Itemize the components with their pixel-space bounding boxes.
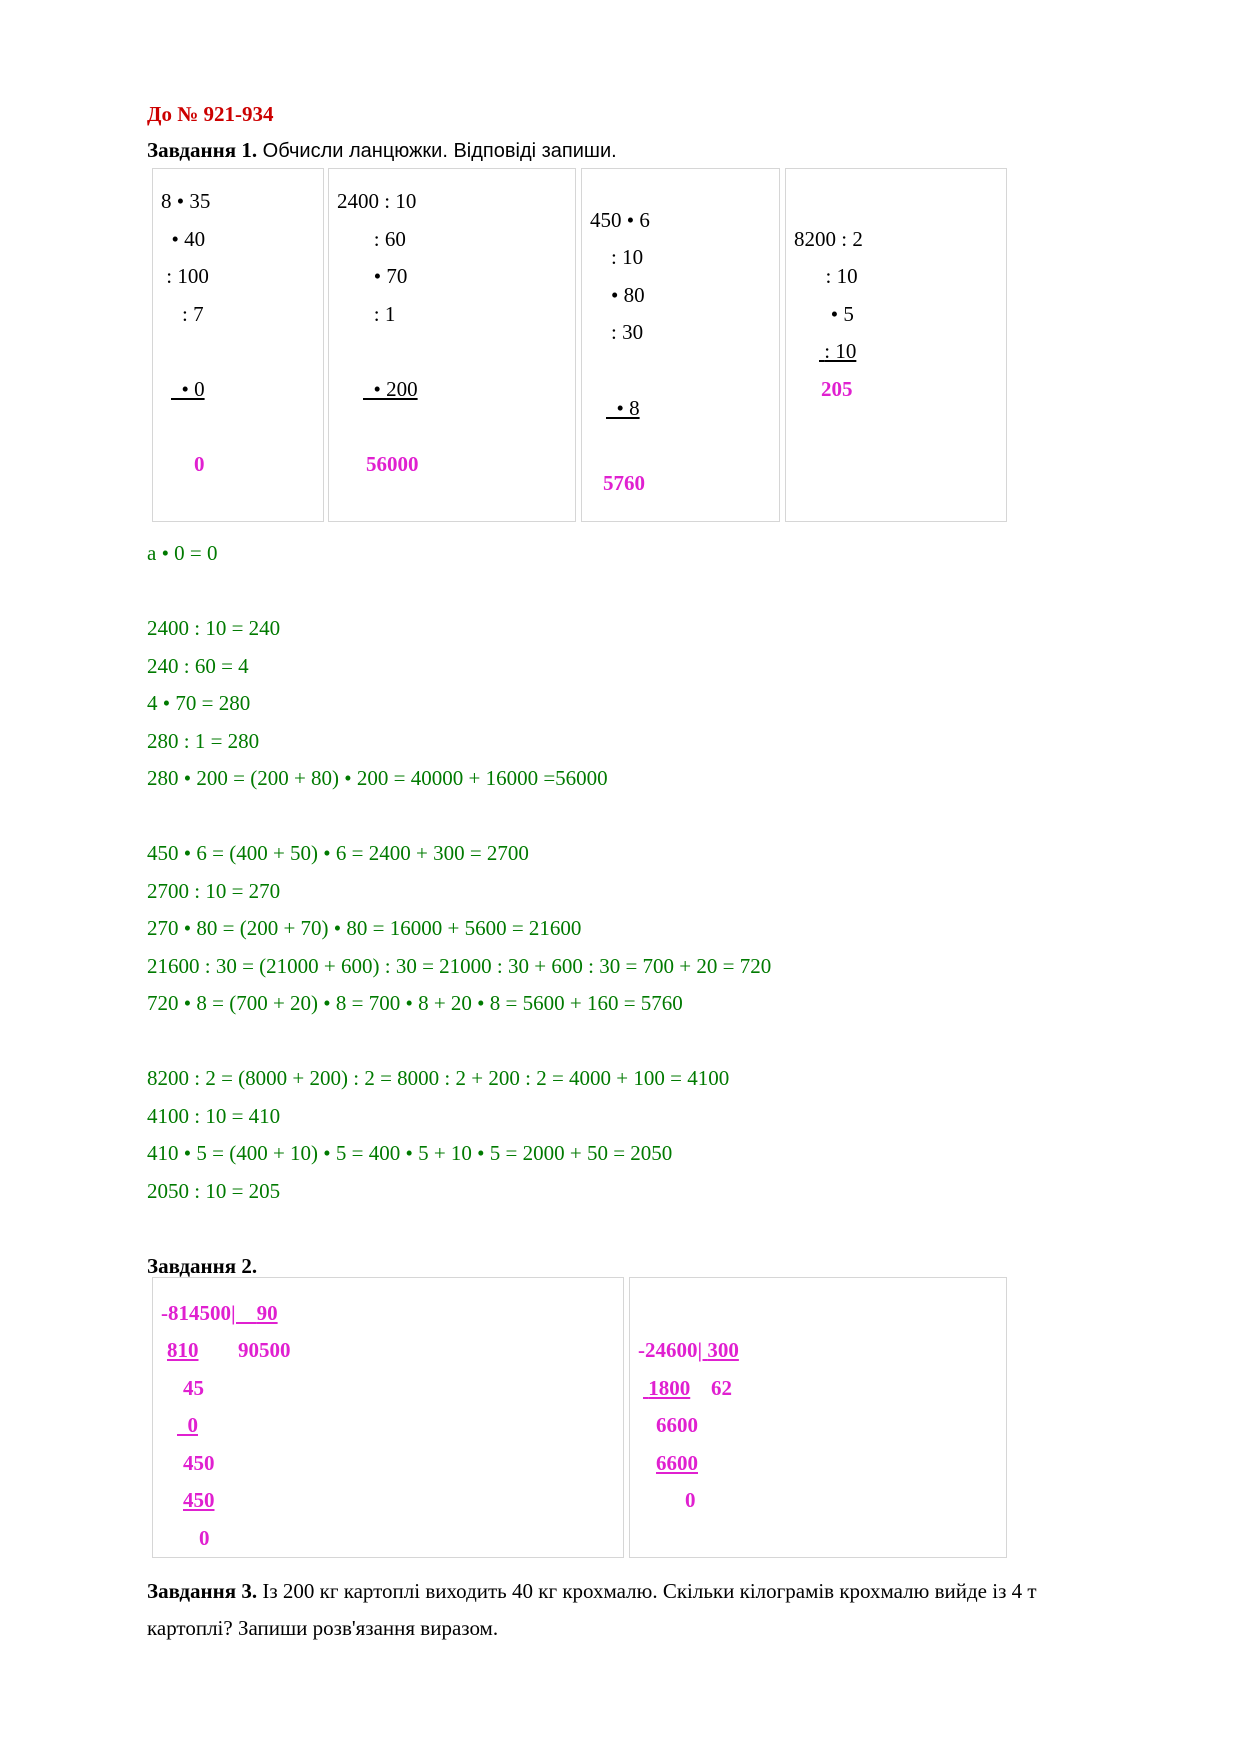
task1-instruction: Обчисли ланцюжки. Відповіді запиши.	[257, 140, 617, 162]
chain2-line2: : 60	[337, 227, 406, 251]
division1-step: 45	[183, 1376, 204, 1400]
solution-line: 450 • 6 = (400 + 50) • 6 = 2400 + 300 = 2700	[147, 841, 529, 865]
chain3-line3: • 80	[590, 283, 645, 307]
task3-line1	[147, 1579, 1037, 1604]
division1-header	[161, 1301, 278, 1326]
solution-line: 720 • 8 = (700 + 20) • 8 = 700 • 8 + 20 • 8 = 5600 + 160 = 5760	[147, 991, 683, 1015]
chain3-line1: 450 • 6	[590, 208, 650, 232]
chain-box-2	[328, 168, 576, 522]
solution-line: 280 : 1 = 280	[147, 729, 260, 753]
division2-step: 0	[685, 1488, 696, 1512]
division-box-2	[629, 1277, 1007, 1558]
chain4-line2: : 10	[794, 264, 858, 288]
chain1-last-op: • 0	[181, 377, 205, 401]
division2-quotient: 62	[711, 1376, 732, 1400]
division2-step: 1800	[648, 1376, 691, 1400]
task1-label: Завдання 1.	[147, 138, 258, 162]
division1-step: 0	[199, 1526, 210, 1550]
chain3-answer: 5760	[603, 471, 645, 495]
chain-box-4	[785, 168, 1007, 522]
division-box-1	[152, 1277, 624, 1558]
task3-text: Із 200 кг картоплі виходить 40 кг крохмалю. Скільки кілограмів крохмалю вийде із 4 т	[257, 1579, 1037, 1603]
task3-label: Завдання 3.	[147, 1579, 258, 1603]
chain1-line1: 8 • 35	[161, 189, 211, 213]
solution-line: 4 • 70 = 280	[147, 691, 251, 715]
solution-line: 21600 : 30 = (21000 + 600) : 30 = 21000 : 30 + 600 : 30 = 700 + 20 = 720	[147, 954, 772, 978]
chain-box-1	[152, 168, 324, 522]
division1-step: 810	[167, 1338, 199, 1362]
solution-line: 240 : 60 = 4	[147, 654, 249, 678]
page-heading: До № 921-934	[147, 102, 274, 126]
chain1-line2: • 40	[161, 227, 206, 251]
division2-step: 6600	[656, 1451, 698, 1475]
division1-quotient: 90500	[238, 1338, 291, 1362]
division2-step: 6600	[656, 1413, 698, 1437]
task1-title	[147, 138, 617, 163]
division2-divisor: | 300	[697, 1338, 739, 1362]
chain3-last-op: • 8	[616, 396, 640, 420]
chain2-line4: : 1	[337, 302, 396, 326]
chain1-line4: : 7	[161, 302, 204, 326]
solution-line: 2700 : 10 = 270	[147, 879, 281, 903]
division1-divisor: | 90	[231, 1301, 278, 1325]
chain3-line4: : 30	[590, 320, 644, 344]
solution-line: a • 0 = 0	[147, 541, 218, 565]
chain-box-3	[581, 168, 780, 522]
solution-line: 2050 : 10 = 205	[147, 1179, 281, 1203]
chain3-line2: : 10	[590, 245, 644, 269]
solution-line: 4100 : 10 = 410	[147, 1104, 281, 1128]
task3-line2: картоплі? Запиши розв'язання виразом.	[147, 1616, 499, 1640]
chain2-line1: 2400 : 10	[337, 189, 417, 213]
division2-header	[638, 1338, 739, 1363]
division1-step: 450	[183, 1451, 215, 1475]
chain4-answer: 205	[821, 377, 853, 401]
chain1-answer: 0	[194, 452, 205, 476]
division1-step: 0	[187, 1413, 198, 1437]
task2-label: Завдання 2.	[147, 1254, 258, 1278]
solution-line: 410 • 5 = (400 + 10) • 5 = 400 • 5 + 10 • 5 = 2000 + 50 = 2050	[147, 1141, 673, 1165]
chain2-last-op: • 200	[373, 377, 418, 401]
chain4-last-op: : 10	[824, 339, 857, 363]
solution-line: 2400 : 10 = 240	[147, 616, 281, 640]
division1-step: 450	[183, 1488, 215, 1512]
division2-dividend: -24600	[638, 1338, 698, 1362]
chain4-line3: • 5	[794, 302, 854, 326]
solution-line: 8200 : 2 = (8000 + 200) : 2 = 8000 : 2 + 200 : 2 = 4000 + 100 = 4100	[147, 1066, 730, 1090]
chain4-line1: 8200 : 2	[794, 227, 863, 251]
chain1-line3: : 100	[161, 264, 209, 288]
chain2-answer: 56000	[366, 452, 419, 476]
chain2-line3: • 70	[337, 264, 408, 288]
division1-dividend: -814500	[161, 1301, 231, 1325]
solution-line: 270 • 80 = (200 + 70) • 80 = 16000 + 5600 = 21600	[147, 916, 582, 940]
solution-line: 280 • 200 = (200 + 80) • 200 = 40000 + 16000 =56000	[147, 766, 608, 790]
